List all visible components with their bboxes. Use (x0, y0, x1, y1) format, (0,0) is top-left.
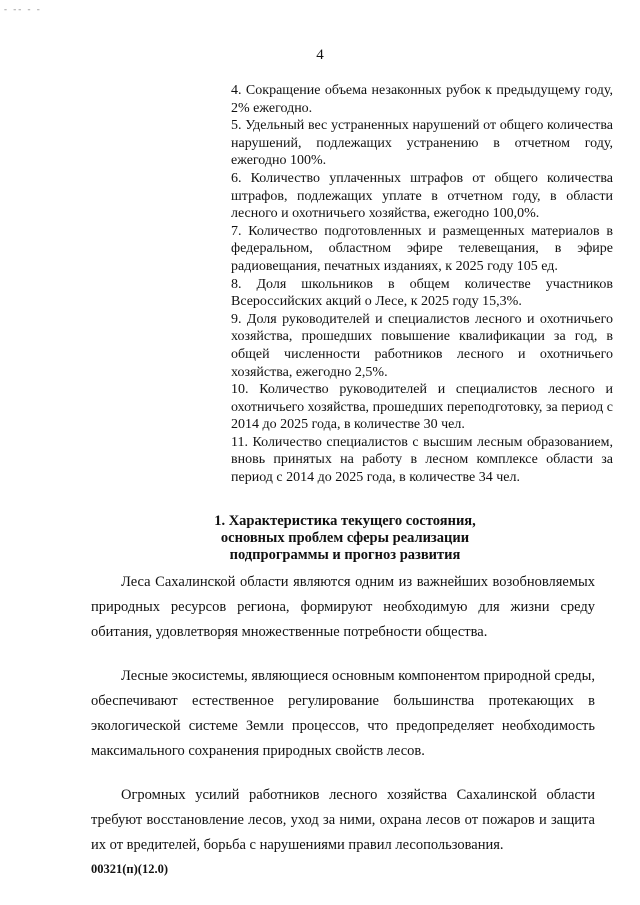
indicator-item: 6. Количество уплаченных штрафов от общего количества штрафов, подлежащих уплате в отчетном году, в области лесного и охотничьего хозяйства, ежегодно 100,0%. (231, 170, 613, 222)
body-paragraph: Леса Сахалинской области являются одним из важнейших возобновляемых природных ресурсов региона, формируют необходимую для жизни среду обитания, удовлетворяя множественные потребности общества. (91, 574, 595, 640)
section-body (91, 570, 595, 877)
body-paragraph: Огромных усилий работников лесного хозяйства Сахалинской области требуют восстановление лесов, уход за ними, охрана лесов от пожаров и защита их от вредителей, борьба с нарушениями правил лесопользования. (91, 787, 595, 853)
body-paragraph: Лесные экосистемы, являющиеся основным компонентом природной среды, обеспечивают естественное регулирование большинства протекающих в экологической системе Земли процессов, что предопределяет необходимость максимального сохранения природных свойств лесов. (91, 668, 595, 759)
document-code: 00321(п)(12.0) (91, 862, 168, 876)
section-heading (195, 513, 495, 564)
indicator-item: 5. Удельный вес устраненных нарушений от общего количества нарушений, подлежащих устранению в отчетном году, ежегодно 100%. (231, 118, 613, 169)
section-heading-line: 1. Характеристика текущего состояния, (214, 513, 476, 529)
section-heading-line: основных проблем сферы реализации (220, 530, 470, 546)
indicator-item: 4. Сокращение объема незаконных рубок к предыдущему году, 2% ежегодно. (231, 83, 613, 116)
corner-marks: - -- - - (4, 4, 42, 14)
indicator-item: 10. Количество руководителей и специалистов лесного и охотничьего хозяйства, прошедших переподготовку, за период с 2014 до 2025 года, в количестве 30 чел. (231, 382, 613, 433)
page-number: 4 (316, 47, 324, 63)
indicator-item: 9. Доля руководителей и специалистов лесного и охотничьего хозяйства, прошедших повышение квалификации за год, в общей численности работников лесного и охотничьего хозяйства, ежегодно 2,5%. (231, 311, 613, 380)
indicator-item: 7. Количество подготовленных и размещенных материалов в федеральном, областном эфире телевещания, в эфире радиовещания, печатных изданиях, к 2025 году 105 ед. (231, 223, 613, 274)
indicator-item: 8. Доля школьников в общем количестве участников Всероссийских акций о Лесе, к 2025 году 15,3%. (231, 276, 613, 310)
indicator-item: 11. Количество специалистов с высшим лесным образованием, вновь принятых на работу в лесном комплексе области за период с 2014 до 2025 года, в количестве 34 чел. (231, 434, 613, 486)
section-heading-line: подпрограммы и прогноз развития (229, 547, 461, 563)
indicator-list (231, 82, 613, 487)
